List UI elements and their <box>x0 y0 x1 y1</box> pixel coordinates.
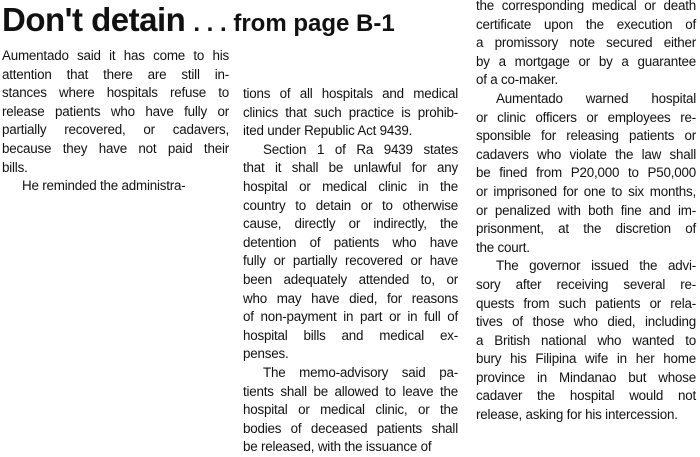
text-line: province in Mindanao but whose <box>476 369 696 385</box>
text-line: Section 1 of Ra 9439 states <box>263 141 458 157</box>
text-line: because they have not paid their <box>2 140 229 156</box>
text-line: tions of all hospitals and medical <box>243 86 458 101</box>
text-line: attention that there are still in- <box>2 66 229 82</box>
text-line: certificate upon the execution of <box>476 16 696 32</box>
headline <box>2 0 472 40</box>
text-line: tives of those who died, including <box>476 314 696 330</box>
text-line: the corresponding medical or death <box>476 0 696 13</box>
text-line: penses. <box>243 346 289 362</box>
article-column-1 <box>2 47 229 196</box>
text-line: be fined from P20,000 to P50,000 <box>476 165 696 181</box>
text-line: of non-payment in part or in full of <box>243 309 458 325</box>
text-line: He reminded the administra- <box>22 178 186 194</box>
article-column-3 <box>476 0 696 425</box>
text-line: be released, with the issuance of <box>243 439 432 455</box>
text-line: bills. <box>2 159 28 175</box>
text-line: stances where hospitals refuse to <box>2 85 229 101</box>
text-line: the court. <box>476 239 530 255</box>
text-line: prisonment, at the discretion of <box>476 221 696 237</box>
text-line: The governor issued the advi- <box>496 258 696 274</box>
text-line: Aumentado warned hospital <box>496 90 696 106</box>
text-line: tients shall be allowed to leave the <box>243 383 458 399</box>
paragraph <box>243 364 458 457</box>
text-line: sponsible for releasing patients or <box>476 128 696 144</box>
text-line: hospital or medical clinic, or the <box>243 402 458 418</box>
paragraph <box>243 85 458 141</box>
text-line: clinics that such practice is prohib- <box>243 104 458 120</box>
text-line: cadaver the hospital would not <box>476 388 696 404</box>
text-line: release, asking for his intercession. <box>476 407 678 423</box>
paragraph <box>476 90 696 257</box>
text-line: that it shall be unlawful for any <box>243 160 458 176</box>
text-line: ited under Republic Act 9439. <box>243 123 413 139</box>
text-line: country to detain or to otherwise <box>243 197 458 213</box>
text-line: cadavers who violate the law shall <box>476 146 696 162</box>
headline-continuation: . . . from page B-1 <box>193 10 395 37</box>
headline-title: Don't detain <box>2 1 186 38</box>
paragraph <box>243 141 458 364</box>
paragraph <box>2 47 229 177</box>
text-line: by a mortgage or by a guarantee <box>476 53 696 69</box>
text-line: fully or partially recovered or have <box>243 253 458 269</box>
paragraph <box>476 257 696 424</box>
text-line: cause, directly or indirectly, the <box>243 216 458 232</box>
article-column-2 <box>243 85 458 457</box>
text-line: who may have died, for reasons <box>243 290 458 306</box>
text-line: a promissory note secured either <box>476 35 696 51</box>
text-line: or clinic officers or employees re- <box>476 109 696 125</box>
text-line: or penalized with both fine and im- <box>476 202 696 218</box>
text-line: hospital or medical clinic in the <box>243 178 458 194</box>
text-line: Aumentado said it has come to his <box>2 48 229 63</box>
text-line: of a co-maker. <box>476 72 559 88</box>
paragraph <box>476 0 696 90</box>
text-line: quests from such patients or rela- <box>476 295 696 311</box>
text-line: bodies of deceased patients shall <box>243 420 458 436</box>
paragraph <box>2 177 229 196</box>
text-line: detention of patients who have <box>243 234 458 250</box>
text-line: or imprisoned for one to six months, <box>476 183 696 199</box>
text-line: bury his Filipina wife in her home <box>476 351 696 367</box>
text-line: hospital bills and medical ex- <box>243 327 458 343</box>
text-line: been adequately attended to, or <box>243 271 458 287</box>
text-line: The memo-advisory said pa- <box>263 364 458 380</box>
text-line: a British national who wanted to <box>476 332 696 348</box>
text-line: release patients who have fully or <box>2 103 229 119</box>
text-line: sory after receiving several re- <box>476 276 696 292</box>
text-line: partially recovered, or cadavers, <box>2 122 229 138</box>
